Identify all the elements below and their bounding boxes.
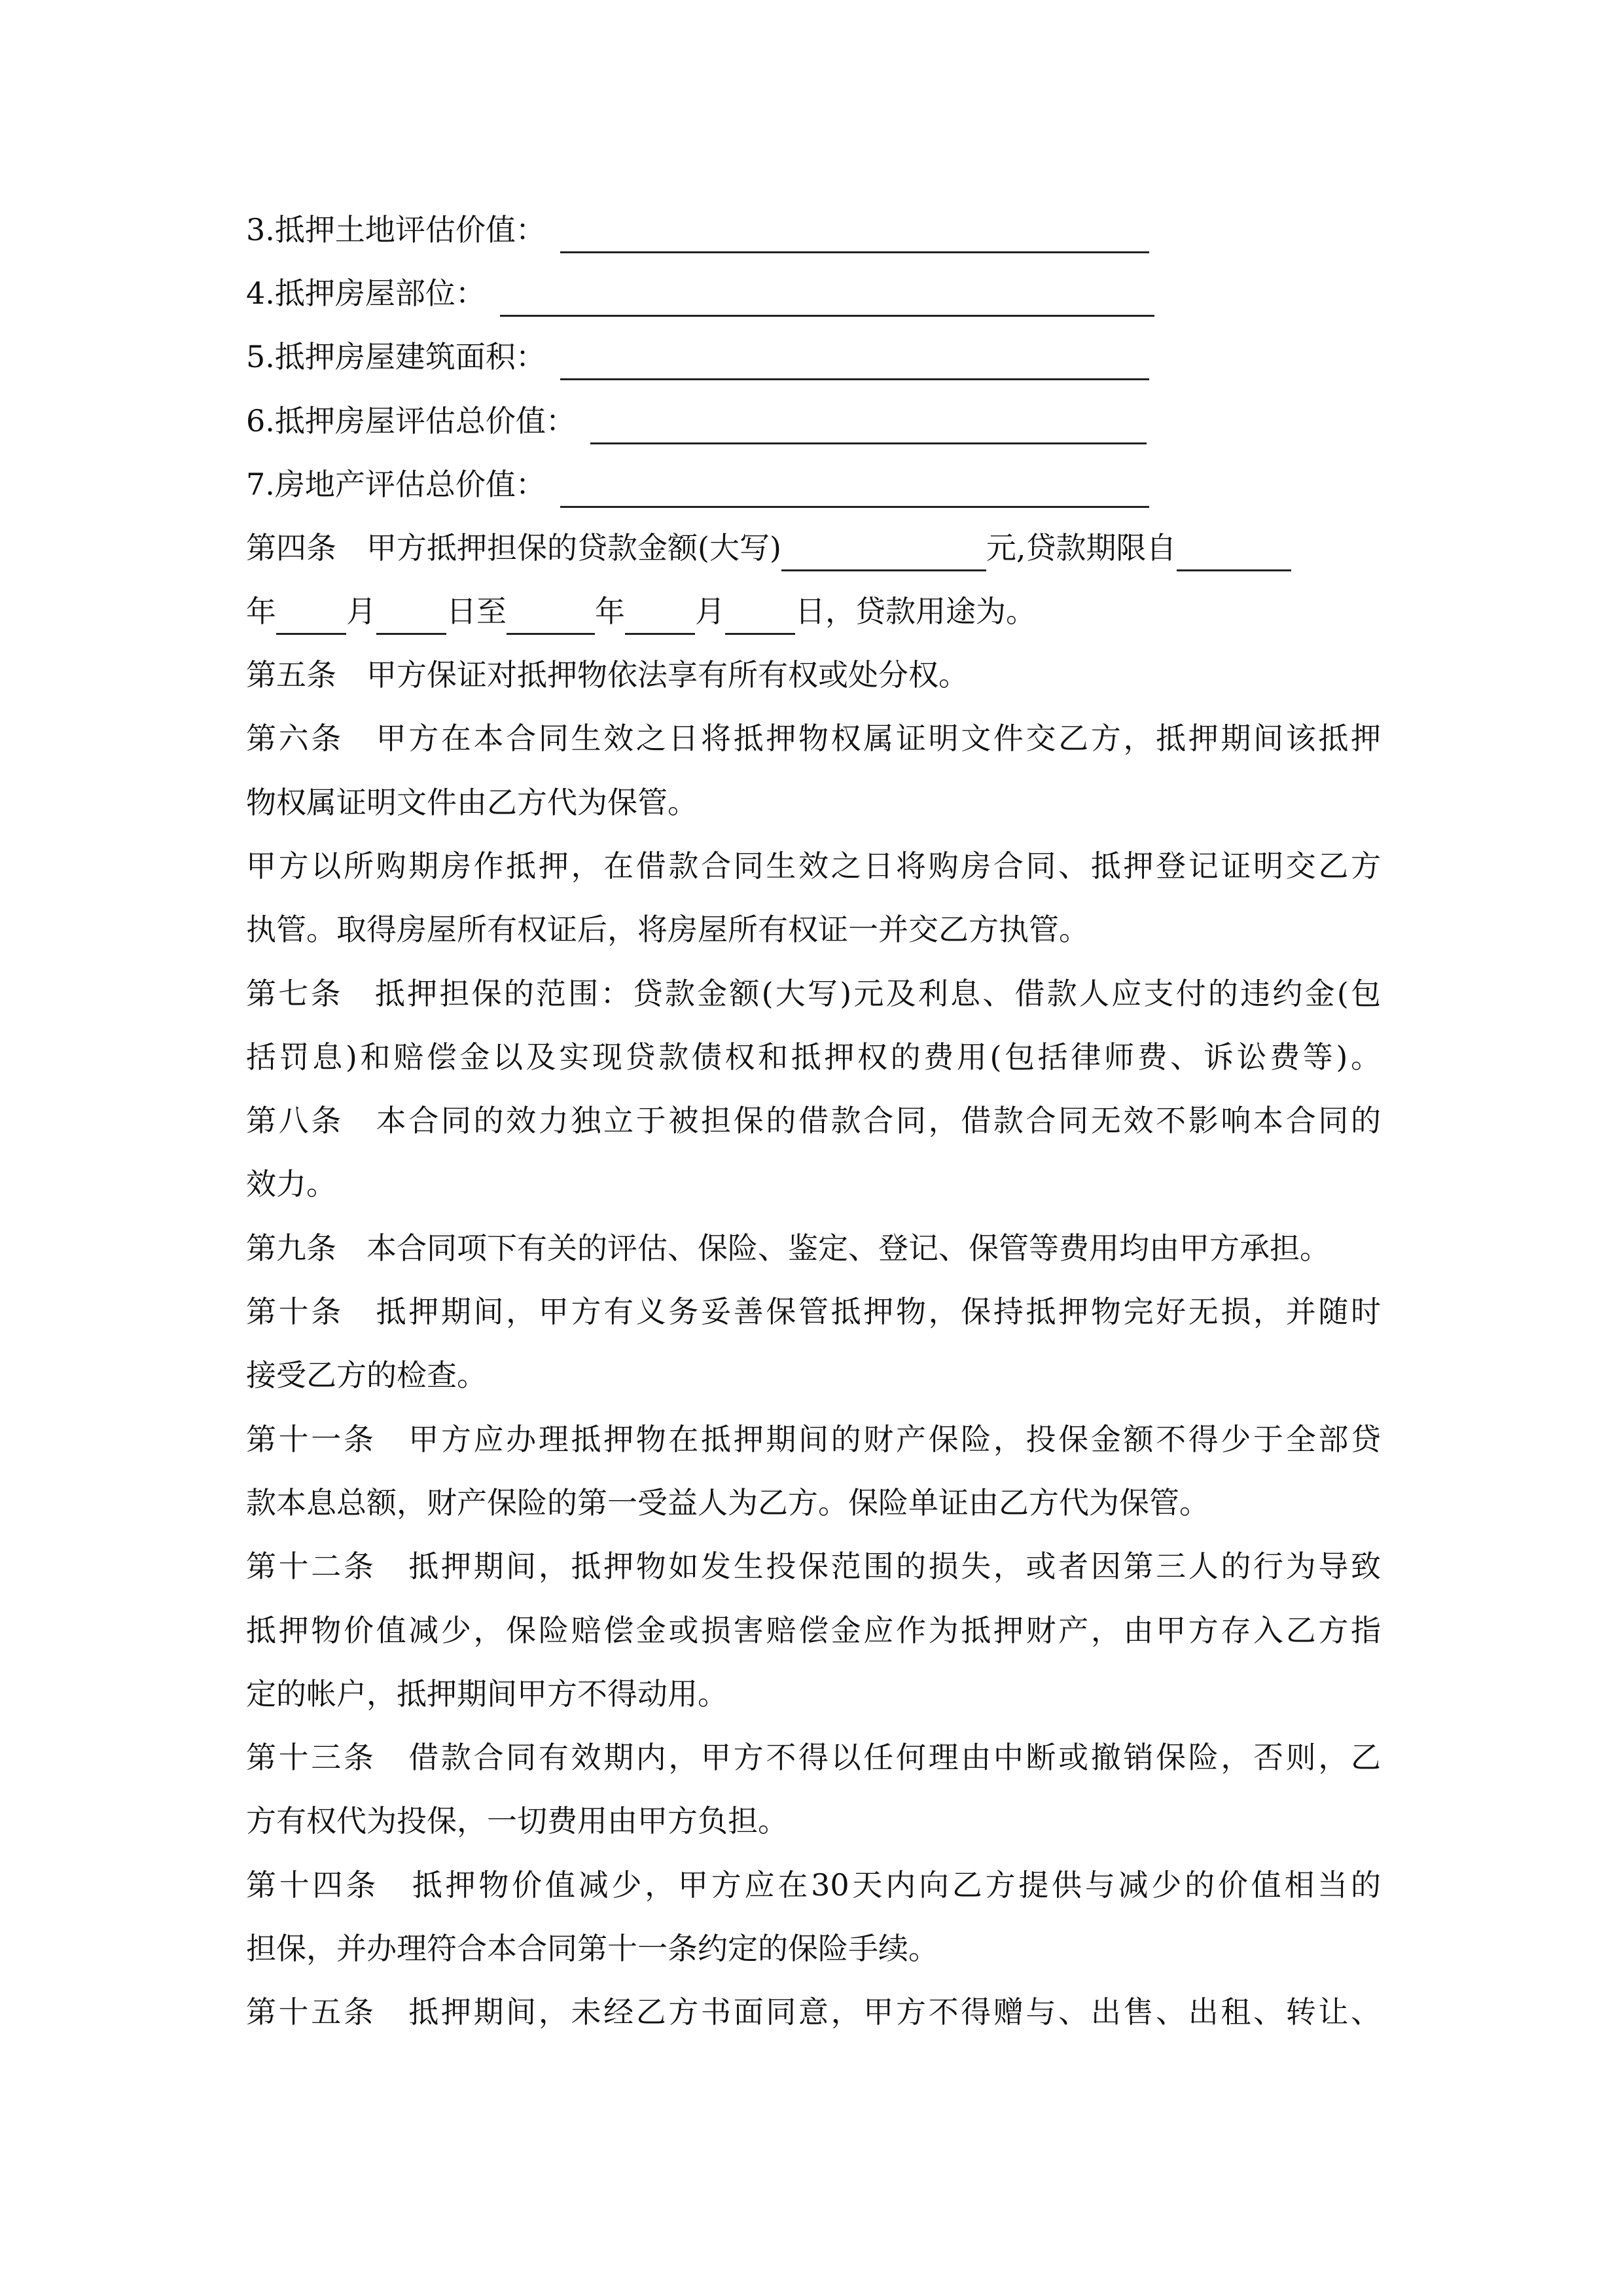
body-text: 第十四条 抵押物价值减少，甲方应在30天内向乙方提供与减少的价值相当的 bbox=[246, 1867, 1381, 1903]
body-text: 物权属证明文件由乙方代为保管。 bbox=[246, 784, 698, 820]
item-house-value bbox=[246, 389, 1147, 453]
start-day-blank[interactable] bbox=[376, 594, 446, 635]
end-year-blank[interactable] bbox=[507, 594, 595, 635]
fill-blank[interactable] bbox=[560, 467, 1149, 508]
body-line bbox=[246, 1789, 788, 1853]
body-line bbox=[246, 1535, 1381, 1598]
start-month-blank[interactable] bbox=[276, 594, 346, 635]
body-text: 款本息总额，财产保险的第一受益人为乙方。保险单证由乙方代为保管。 bbox=[246, 1484, 1209, 1520]
body-text: 第十五条 抵押期间，未经乙方书面同意，甲方不得赠与、出售、出租、转让、 bbox=[246, 1994, 1381, 2030]
body-line bbox=[246, 1981, 1381, 2044]
body-text: 第九条 本合同项下有关的评估、保险、鉴定、登记、保管等费用均由甲方承担。 bbox=[246, 1230, 1330, 1266]
body-text: 第五条 甲方保证对抵押物依法享有所有权或处分权。 bbox=[246, 657, 969, 692]
body-text: 执管。取得房屋所有权证后，将房屋所有权证一并交乙方执管。 bbox=[246, 912, 1089, 948]
body-text: 第八条 本合同的效力独立于被担保的借款合同，借款合同无效不影响本合同的 bbox=[246, 1103, 1381, 1139]
body-line bbox=[246, 1726, 1381, 1789]
body-line bbox=[246, 1854, 1381, 1917]
body-line bbox=[246, 1089, 1381, 1153]
fill-blank[interactable] bbox=[560, 339, 1149, 380]
end-month-blank[interactable] bbox=[625, 594, 695, 635]
body-text: 第六条 甲方在本合同生效之日将抵押物权属证明文件交乙方，抵押期间该抵押 bbox=[246, 721, 1381, 757]
item-house-location bbox=[246, 262, 1154, 325]
body-text: 抵押物价值减少，保险赔偿金或损害赔偿金应作为抵押财产，由甲方存入乙方指 bbox=[246, 1612, 1381, 1648]
body-text: 甲方以所购期房作抵押，在借款合同生效之日将购房合同、抵押登记证明交乙方 bbox=[246, 848, 1381, 884]
start-year-blank[interactable] bbox=[1177, 530, 1291, 571]
item-label: 4.抵押房屋部位： bbox=[246, 276, 486, 311]
article-4-line-2 bbox=[246, 580, 1036, 643]
fill-blank[interactable] bbox=[500, 276, 1154, 317]
body-line bbox=[246, 1408, 1381, 1471]
item-property-value bbox=[246, 453, 1149, 516]
body-line bbox=[246, 962, 1381, 1026]
article-text: 日，贷款用途为。 bbox=[795, 594, 1036, 629]
loan-amount-blank[interactable] bbox=[781, 530, 986, 571]
body-text: 第七条 抵押担保的范围：贷款金额(大写)元及利息、借款人应支付的违约金(包 bbox=[246, 975, 1381, 1011]
body-text: 括罚息)和赔偿金以及实现贷款债权和抵押权的费用(包括律师费、诉讼费等)。 bbox=[246, 1039, 1381, 1075]
month-label: 月 bbox=[346, 594, 376, 629]
body-text: 接受乙方的检查。 bbox=[246, 1357, 487, 1393]
body-text: 第十三条 借款合同有效期内，甲方不得以任何理由中断或撤销保险，否则，乙 bbox=[246, 1740, 1381, 1776]
body-text: 第十二条 抵押期间，抵押物如发生投保范围的损失，或者因第三人的行为导致 bbox=[246, 1549, 1381, 1585]
month-label: 月 bbox=[695, 594, 725, 629]
body-line bbox=[246, 1026, 1381, 1089]
body-line bbox=[246, 834, 1381, 898]
body-line bbox=[246, 1599, 1381, 1662]
body-line bbox=[246, 1153, 336, 1216]
fill-blank[interactable] bbox=[590, 403, 1147, 444]
body-text: 第十条 抵押期间，甲方有义务妥善保管抵押物，保持抵押物完好无损，并随时 bbox=[246, 1294, 1381, 1329]
body-line bbox=[246, 707, 1381, 770]
body-line bbox=[246, 1280, 1381, 1344]
article-text: 甲方抵押担保的贷款金额(大写) bbox=[366, 530, 781, 565]
day-label: 日至 bbox=[446, 594, 507, 629]
article-text: 元,贷款期限自 bbox=[986, 530, 1177, 565]
body-line bbox=[246, 643, 969, 707]
item-land-value bbox=[246, 198, 1149, 262]
body-line bbox=[246, 1917, 938, 1981]
fill-blank[interactable] bbox=[560, 212, 1149, 253]
body-text: 方有权代为投保，一切费用由甲方负担。 bbox=[246, 1803, 788, 1839]
body-text: 定的帐户，抵押期间甲方不得动用。 bbox=[246, 1676, 728, 1712]
body-line bbox=[246, 898, 1089, 961]
year-label: 年 bbox=[246, 594, 276, 629]
end-day-blank[interactable] bbox=[725, 594, 795, 635]
body-text: 第十一条 甲方应办理抵押物在抵押期间的财产保险，投保金额不得少于全部贷 bbox=[246, 1421, 1381, 1457]
item-label: 5.抵押房屋建筑面积： bbox=[246, 339, 546, 374]
item-floor-area bbox=[246, 325, 1149, 389]
item-label: 6.抵押房屋评估总价值： bbox=[246, 403, 576, 439]
article-4-line-1 bbox=[246, 516, 1291, 580]
body-line bbox=[246, 1217, 1330, 1280]
body-text: 担保，并办理符合本合同第十一条约定的保险手续。 bbox=[246, 1931, 938, 1966]
body-line bbox=[246, 1344, 487, 1407]
body-line bbox=[246, 771, 698, 834]
body-text: 效力。 bbox=[246, 1166, 336, 1202]
article-heading: 第四条 bbox=[246, 530, 336, 565]
item-label: 3.抵押土地评估价值： bbox=[246, 212, 546, 247]
item-label: 7.房地产评估总价值： bbox=[246, 467, 546, 502]
body-line bbox=[246, 1662, 728, 1726]
body-line bbox=[246, 1471, 1209, 1535]
year-label: 年 bbox=[595, 594, 625, 629]
